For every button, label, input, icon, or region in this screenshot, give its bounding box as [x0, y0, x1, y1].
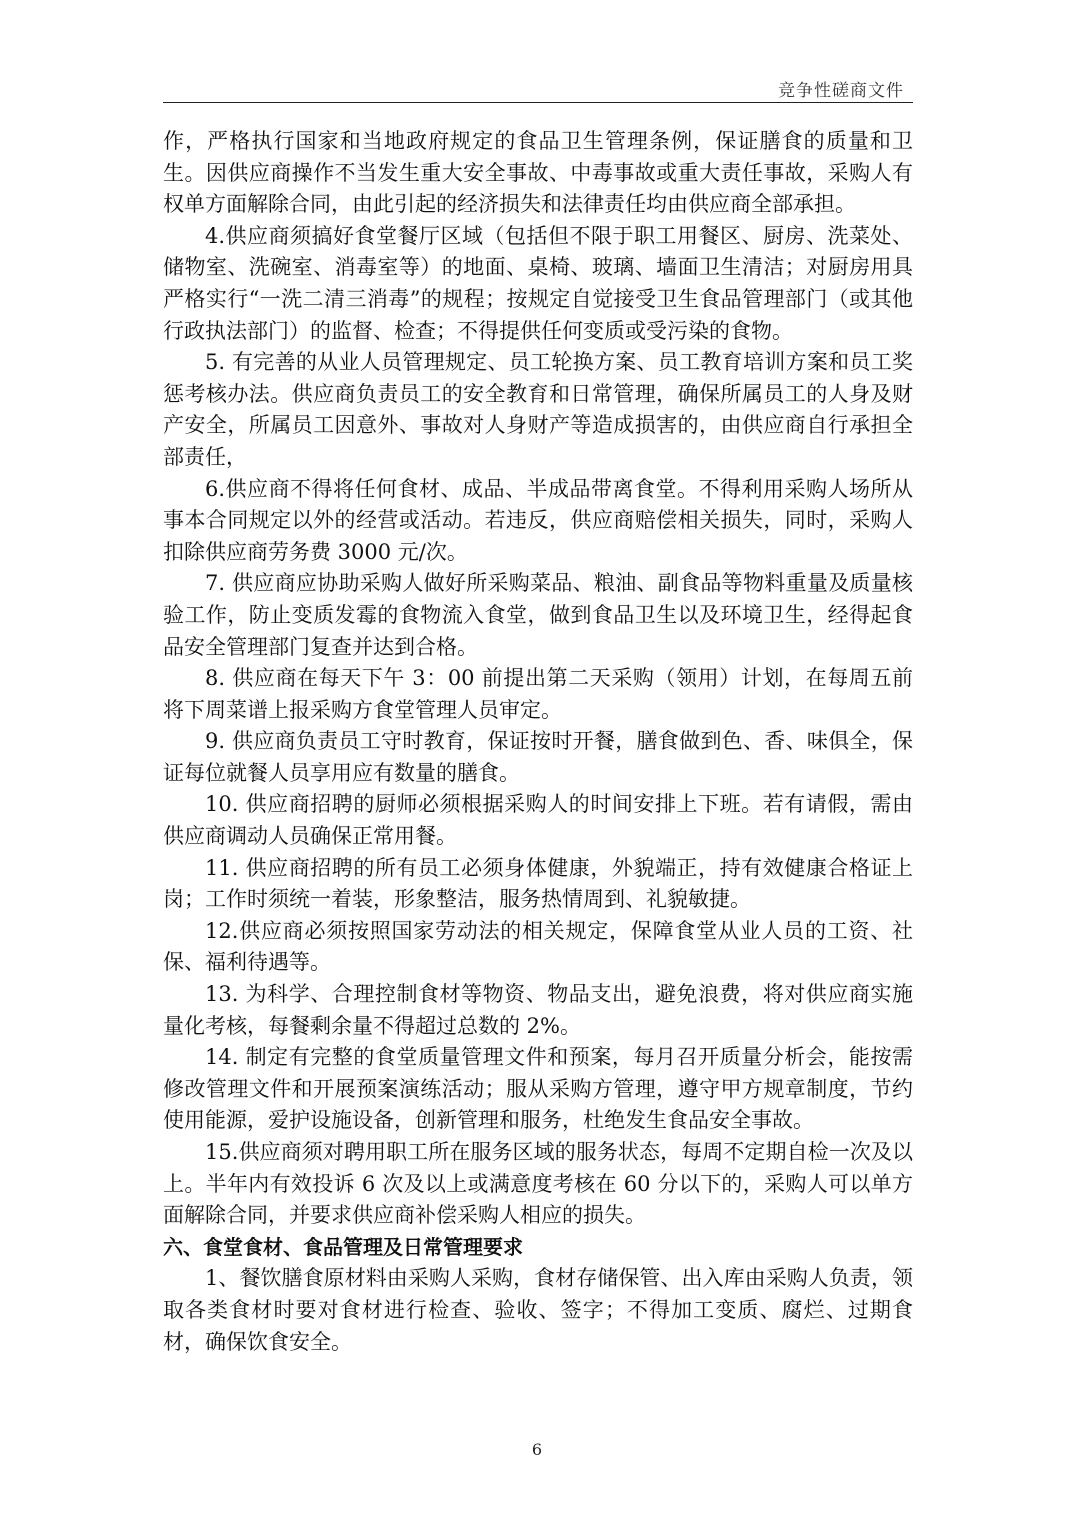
section-heading: 六、食堂食材、食品管理及日常管理要求 [163, 1234, 523, 1259]
body-paragraph: 4.供应商须搞好食堂餐厅区域（包括但不限于职工用餐区、厨房、洗菜处、储物室、洗碗室、消毒室等）的地面、桌椅、玻璃、墙面卫生清洁；对厨房用具严格实行“一洗二清三消毒”的规程；按规定自觉接受卫生食品管理部门（或其他行政执法部门）的监督、检查；不得提供任何变质或受污染的食物。 [163, 223, 913, 343]
document-header-title: 竞争性磋商文件 [778, 81, 904, 101]
body-paragraph: 12.供应商必须按照国家劳动法的相关规定，保障食堂从业人员的工资、社保、福利待遇等。 [163, 918, 913, 975]
body-paragraph: 13. 为科学、合理控制食材等物资、物品支出，避免浪费，将对供应商实施量化考核，每餐剩余量不得超过总数的 2%。 [163, 982, 913, 1038]
body-paragraph: 5. 有完善的从业人员管理规定、员工轮换方案、员工教育培训方案和员工奖惩考核办法。供应商负责员工的安全教育和日常管理，确保所属员工的人身及财产安全，所属员工因意外、事故对人身财产等造成损害的，由供应商自行承担全部责任， [163, 350, 913, 469]
body-paragraph: 8. 供应商在每天下午 3：00 前提出第二天采购（领用）计划，在每周五前将下周菜谱上报采购方食堂管理人员审定。 [163, 666, 913, 722]
body-paragraph: 14. 制定有完整的食堂质量管理文件和预案，每月召开质量分析会，能按需修改管理文件和开展预案演练活动；服从采购方管理，遵守甲方规章制度，节约使用能源，爱护设施设备，创新管理和服务，杜绝发生食品安全事故。 [163, 1045, 913, 1133]
header-divider [163, 102, 913, 103]
body-paragraph: 10. 供应商招聘的厨师必须根据采购人的时间安排上下班。若有请假，需由供应商调动人员确保正常用餐。 [163, 792, 913, 849]
document-body [163, 126, 913, 1358]
body-paragraph: 6.供应商不得将任何食材、成品、半成品带离食堂。不得利用采购人场所从事本合同规定以外的经营或活动。若违反，供应商赔偿相关损失，同时，采购人扣除供应商劳务费 3000 元/次。 [163, 476, 913, 564]
page-number: 6 [531, 1440, 543, 1459]
body-paragraph: 1、餐饮膳食原材料由采购人采购，食材存储保管、出入库由采购人负责，领取各类食材时要对食材进行检查、验收、签字；不得加工变质、腐烂、过期食材，确保饮食安全。 [163, 1266, 913, 1354]
body-paragraph: 7. 供应商应协助采购人做好所采购菜品、粮油、副食品等物料重量及质量核验工作，防止变质发霉的食物流入食堂，做到食品卫生以及环境卫生，经得起食品安全管理部门复查并达到合格。 [163, 571, 913, 659]
body-paragraph: 作，严格执行国家和当地政府规定的食品卫生管理条例，保证膳食的质量和卫生。因供应商操作不当发生重大安全事故、中毒事故或重大责任事故，采购人有权单方面解除合同，由此引起的经济损失和法律责任均由供应商全部承担。 [163, 129, 913, 217]
body-paragraph: 9. 供应商负责员工守时教育，保证按时开餐，膳食做到色、香、味俱全，保证每位就餐人员享用应有数量的膳食。 [163, 729, 913, 785]
body-paragraph: 15.供应商须对聘用职工所在服务区域的服务状态，每周不定期自检一次及以上。半年内有效投诉 6 次及以上或满意度考核在 60 分以下的，采购人可以单方面解除合同，并要求供应商补偿采购人相应的损失。 [163, 1140, 913, 1228]
body-paragraph: 11. 供应商招聘的所有员工必须身体健康，外貌端正，持有效健康合格证上岗；工作时须统一着装，形象整洁，服务热情周到、礼貌敏捷。 [163, 855, 913, 912]
